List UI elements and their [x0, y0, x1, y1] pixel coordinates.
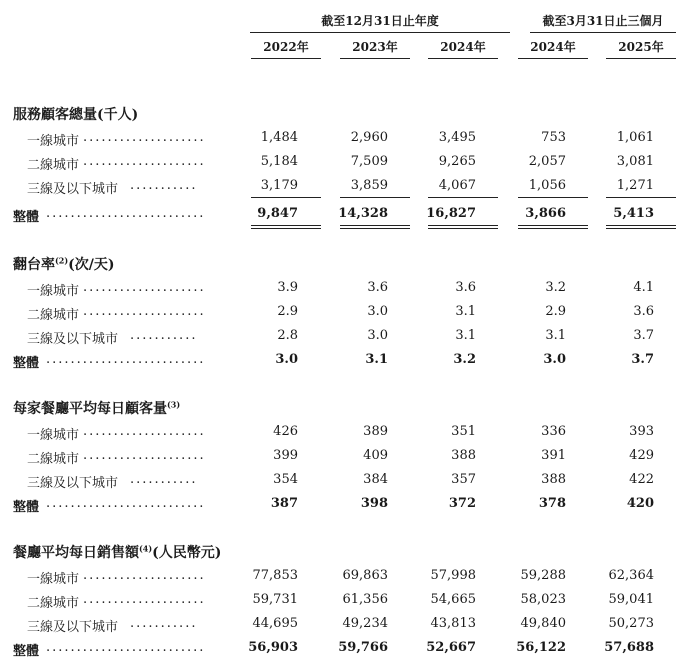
table-row — [0, 444, 700, 468]
cell-value: 372 — [448, 496, 476, 511]
cell-value: 3,081 — [616, 154, 654, 169]
cell-value: 58,023 — [520, 592, 566, 607]
total-row — [0, 492, 700, 516]
cell-value: 49,234 — [342, 616, 388, 631]
total-label: 整體 — [13, 644, 40, 659]
cell-value: 3,495 — [438, 130, 476, 145]
cell-value: 59,731 — [252, 592, 298, 607]
cell-value: 3,179 — [260, 178, 298, 193]
footnote-marker: (3) — [167, 399, 181, 410]
row-label: 一線城市 — [27, 572, 80, 587]
cell-value: 387 — [270, 496, 298, 511]
column-header-2023: 2023年 — [340, 38, 410, 59]
total-label: 整體 — [13, 210, 40, 225]
dot-leader: .................... — [83, 280, 206, 295]
section-title-text: 翻台率 — [13, 257, 55, 273]
row-label: 二線城市 — [27, 452, 80, 467]
cell-value: 3.6 — [367, 280, 388, 295]
cell-value: 3.1 — [455, 328, 476, 343]
cell-value: 1,056 — [528, 178, 566, 193]
cell-value: 77,853 — [252, 568, 298, 583]
cell-value: 3.2 — [545, 280, 566, 295]
dot-leader: .................... — [83, 592, 206, 607]
cell-value: 59,288 — [520, 568, 566, 583]
subtotal-rule — [340, 197, 410, 198]
cell-value: 9,265 — [438, 154, 476, 169]
cell-value: 393 — [629, 424, 654, 439]
cell-value: 384 — [363, 472, 388, 487]
cell-value: 389 — [363, 424, 388, 439]
table-row — [0, 588, 700, 612]
cell-value: 3.0 — [367, 304, 388, 319]
row-label: 三線及以下城市 — [27, 620, 119, 635]
subtotal-rule — [251, 197, 321, 198]
row-label: 一線城市 — [27, 284, 80, 299]
total-row — [0, 202, 700, 226]
subtotal-rule — [428, 197, 498, 198]
cell-value: 378 — [538, 496, 566, 511]
cell-value: 409 — [363, 448, 388, 463]
cell-value: 57,998 — [430, 568, 476, 583]
cell-value: 57,688 — [604, 640, 654, 655]
total-double-rule — [340, 225, 410, 229]
cell-value: 2.8 — [277, 328, 298, 343]
cell-value: 3.1 — [455, 304, 476, 319]
total-row — [0, 348, 700, 372]
column-header-2022: 2022年 — [251, 38, 321, 59]
header-group-annual: 截至12月31日止年度 — [250, 12, 510, 33]
cell-value: 3.0 — [275, 352, 298, 367]
section-title-table-turnover — [13, 254, 115, 274]
table-row — [0, 276, 700, 300]
table-row — [0, 468, 700, 492]
cell-value: 3.9 — [277, 280, 298, 295]
cell-value: 2.9 — [277, 304, 298, 319]
cell-value: 2.9 — [545, 304, 566, 319]
cell-value: 3,859 — [350, 178, 388, 193]
footnote-marker: (2) — [55, 255, 69, 266]
cell-value: 429 — [629, 448, 654, 463]
cell-value: 3,866 — [525, 206, 566, 221]
cell-value: 59,766 — [338, 640, 388, 655]
total-label: 整體 — [13, 356, 40, 371]
table-row — [0, 612, 700, 636]
dot-leader: .......................... — [46, 496, 206, 511]
dot-leader: ........... — [130, 616, 198, 631]
table-row — [0, 324, 700, 348]
cell-value: 2,057 — [528, 154, 566, 169]
column-header-2024-q1: 2024年 — [518, 38, 588, 59]
cell-value: 62,364 — [608, 568, 654, 583]
cell-value: 391 — [541, 448, 566, 463]
column-header-2024: 2024年 — [428, 38, 498, 59]
subtotal-rule — [606, 197, 676, 198]
cell-value: 52,667 — [426, 640, 476, 655]
dot-leader: .................... — [83, 154, 206, 169]
dot-leader: .................... — [83, 424, 206, 439]
cell-value: 753 — [541, 130, 566, 145]
dot-leader: ........... — [130, 178, 198, 193]
cell-value: 56,122 — [516, 640, 566, 655]
cell-value: 422 — [629, 472, 654, 487]
table-row — [0, 300, 700, 324]
row-label: 一線城市 — [27, 134, 80, 149]
cell-value: 3.1 — [365, 352, 388, 367]
dot-leader: ........... — [130, 328, 198, 343]
dot-leader: ........... — [130, 472, 198, 487]
row-label: 三線及以下城市 — [27, 476, 119, 491]
cell-value: 5,184 — [260, 154, 298, 169]
cell-value: 3.2 — [453, 352, 476, 367]
cell-value: 14,328 — [338, 206, 388, 221]
cell-value: 3.0 — [367, 328, 388, 343]
column-header-2025-q1: 2025年 — [606, 38, 676, 59]
total-row — [0, 636, 700, 660]
cell-value: 426 — [273, 424, 298, 439]
total-double-rule — [518, 225, 588, 229]
cell-value: 357 — [451, 472, 476, 487]
cell-value: 420 — [626, 496, 654, 511]
cell-value: 1,061 — [616, 130, 654, 145]
cell-value: 69,863 — [342, 568, 388, 583]
cell-value: 3.7 — [631, 352, 654, 367]
section-title-text: 餐廳平均每日銷售額 — [13, 545, 139, 561]
section-title-daily-customers — [13, 398, 180, 418]
dot-leader: .................... — [83, 130, 206, 145]
cell-value: 1,271 — [616, 178, 654, 193]
cell-value: 388 — [451, 448, 476, 463]
subtotal-rule — [518, 197, 588, 198]
section-title-text: 每家餐廳平均每日顧客量 — [13, 401, 167, 417]
total-double-rule — [606, 225, 676, 229]
dot-leader: .......................... — [46, 640, 206, 655]
table-row — [0, 126, 700, 150]
section-title-daily-sales — [13, 542, 221, 562]
cell-value: 3.1 — [545, 328, 566, 343]
table-row — [0, 174, 700, 198]
dot-leader: .......................... — [46, 352, 206, 367]
dot-leader: .................... — [83, 448, 206, 463]
cell-value: 351 — [451, 424, 476, 439]
cell-value: 4,067 — [438, 178, 476, 193]
row-label: 三線及以下城市 — [27, 332, 119, 347]
row-label: 二線城市 — [27, 158, 80, 173]
cell-value: 3.6 — [633, 304, 654, 319]
table-row — [0, 150, 700, 174]
cell-value: 16,827 — [426, 206, 476, 221]
section-title-customers-served — [13, 104, 138, 124]
cell-value: 354 — [273, 472, 298, 487]
row-label: 二線城市 — [27, 596, 80, 611]
cell-value: 44,695 — [252, 616, 298, 631]
row-label: 二線城市 — [27, 308, 80, 323]
cell-value: 399 — [273, 448, 298, 463]
cell-value: 4.1 — [633, 280, 654, 295]
dot-leader: .................... — [83, 304, 206, 319]
cell-value: 9,847 — [257, 206, 298, 221]
cell-value: 2,960 — [350, 130, 388, 145]
section-title-text: 服務顧客總量(千人) — [13, 107, 139, 123]
header-group-quarter: 截至3月31日止三個月 — [530, 12, 676, 33]
cell-value: 43,813 — [430, 616, 476, 631]
dot-leader: .................... — [83, 568, 206, 583]
row-label: 三線及以下城市 — [27, 182, 119, 197]
total-double-rule — [251, 225, 321, 229]
section-title-unit: (人民幣元) — [152, 545, 222, 561]
row-label: 一線城市 — [27, 428, 80, 443]
footnote-marker: (4) — [139, 543, 153, 554]
cell-value: 59,041 — [608, 592, 654, 607]
dot-leader: .......................... — [46, 206, 206, 221]
section-title-unit: (次/天) — [68, 257, 115, 273]
cell-value: 3.7 — [633, 328, 654, 343]
total-label: 整體 — [13, 500, 40, 515]
cell-value: 1,484 — [260, 130, 298, 145]
cell-value: 61,356 — [342, 592, 388, 607]
cell-value: 5,413 — [613, 206, 654, 221]
cell-value: 50,273 — [608, 616, 654, 631]
table-row — [0, 420, 700, 444]
table-row — [0, 564, 700, 588]
cell-value: 336 — [541, 424, 566, 439]
cell-value: 49,840 — [520, 616, 566, 631]
total-double-rule — [428, 225, 498, 229]
cell-value: 398 — [360, 496, 388, 511]
cell-value: 7,509 — [350, 154, 388, 169]
cell-value: 3.0 — [543, 352, 566, 367]
cell-value: 3.6 — [455, 280, 476, 295]
cell-value: 56,903 — [248, 640, 298, 655]
cell-value: 388 — [541, 472, 566, 487]
cell-value: 54,665 — [430, 592, 476, 607]
